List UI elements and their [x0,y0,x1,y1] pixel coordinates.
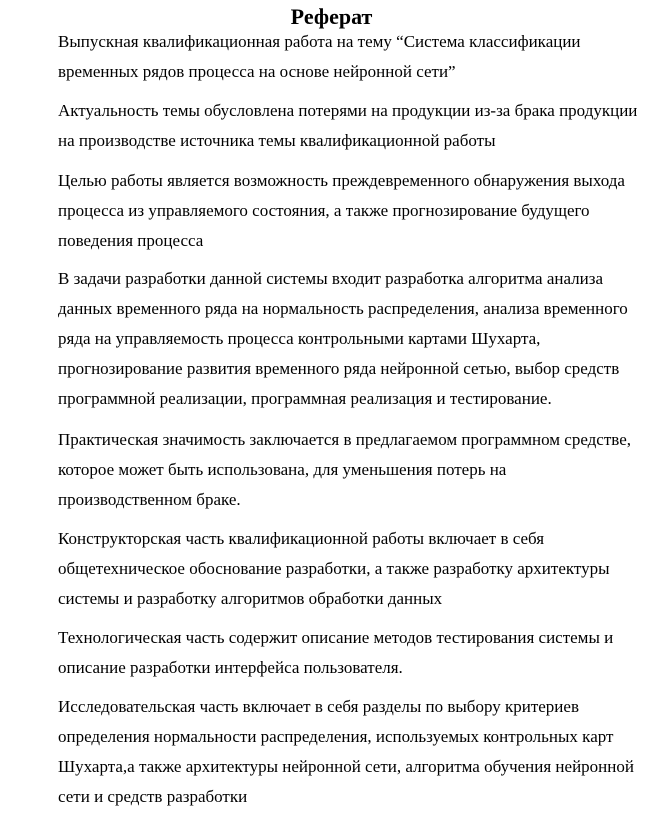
paragraph-line: Актуальность темы обусловлена потерями на продукции из-за брака продукции [58,101,638,120]
paragraph-line: Практическая значимость заключается в предлагаемом программном средстве, [58,430,632,449]
paragraph-line: В задачи разработки данной системы входит разработка алгоритма анализа [58,269,604,288]
paragraph-line: общетехническое обоснование разработки, а также разработку архитектуры [58,559,610,578]
paragraph-line: программной реализации, программная реализация и тестирование. [58,389,552,408]
paragraph-research-part [58,692,658,812]
paragraph-tasks [58,264,658,414]
paragraph-line: которое может быть использована, для уменьшения потерь на [58,460,507,479]
paragraph-line: ряда на управляемость процесса контрольными картами Шухарта, [58,329,541,348]
paragraph-line: сети и средств разработки [58,787,248,806]
paragraph-line: описание разработки интерфейса пользователя. [58,658,403,677]
paragraph-line: Шухарта,а также архитектуры нейронной сети, алгоритма обучения нейронной [58,757,634,776]
paragraph-line: Исследовательская часть включает в себя разделы по выбору критериев [58,697,579,716]
paragraph-line: прогнозирование развития временного ряда нейронной сетью, выбор средств [58,359,620,378]
paragraph-design-part [58,524,658,614]
paragraph-line: на производстве источника темы квалификационной работы [58,131,496,150]
paragraph-technology-part [58,623,658,683]
paragraph-line: Технологическая часть содержит описание методов тестирования системы и [58,628,614,647]
paragraph-line: временных рядов процесса на основе нейронной сети” [58,62,456,81]
paragraph-line: системы и разработку алгоритмов обработки данных [58,589,443,608]
paragraph-significance [58,425,658,515]
paragraph-relevance [58,96,658,156]
paragraph-line: данных временного ряда на нормальность распределения, анализа временного [58,299,628,318]
paragraph-topic [58,27,658,87]
paragraph-line: процесса из управляемого состояния, а также прогнозирование будущего [58,201,590,220]
paragraph-goal [58,166,658,256]
paragraph-line: Выпускная квалификационная работа на тему “Система классификации [58,32,581,51]
paragraph-line: Конструкторская часть квалификационной работы включает в себя [58,529,545,548]
paragraph-line: производственном браке. [58,490,241,509]
page-title: Реферат [290,4,373,29]
paragraph-line: Целью работы является возможность преждевременного обнаружения выхода [58,171,625,190]
paragraph-line: поведения процесса [58,231,204,250]
paragraph-line: определения нормальности распределения, используемых контрольных карт [58,727,614,746]
